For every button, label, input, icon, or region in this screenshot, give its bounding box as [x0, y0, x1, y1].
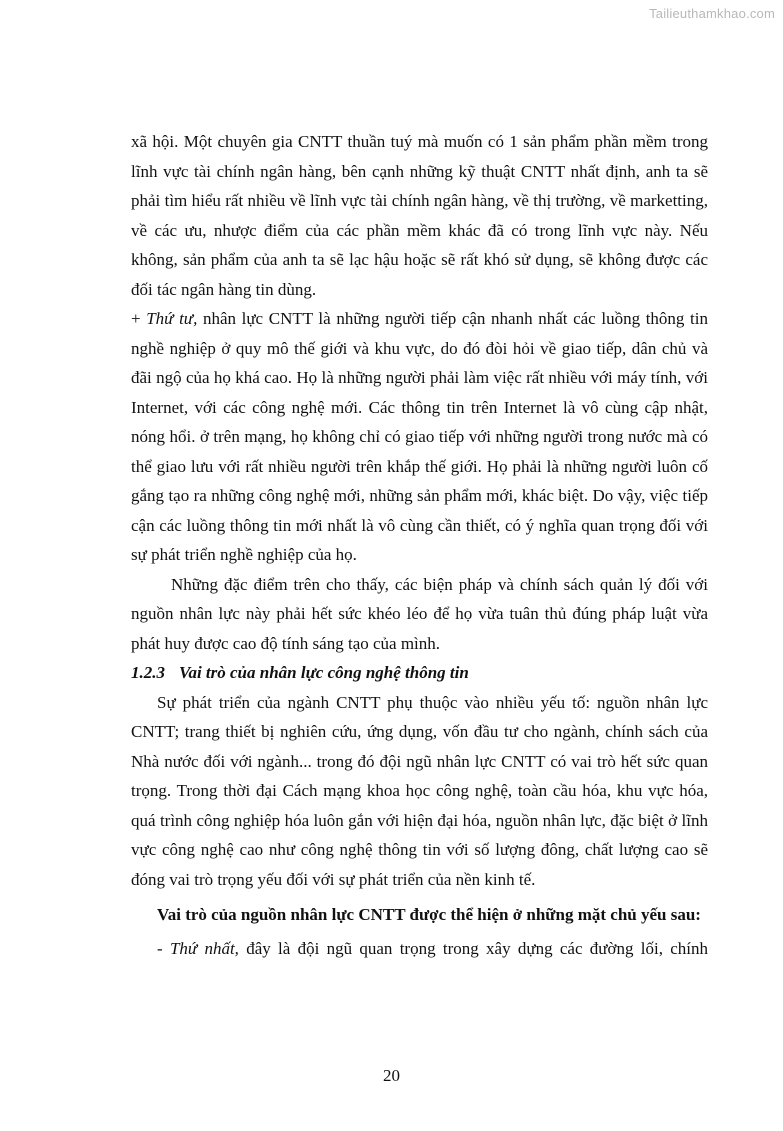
paragraph-su-phat-trien: Sự phát triển của ngành CNTT phụ thuộc vào nhiều yếu tố: nguồn nhân lực CNTT; trang thiết bị nghiên cứu, ứng dụng, vốn đầu tư cho ngành, chính sách của Nhà nước đối với ngành... trong đó đội ngũ nhân lực CNTT có vai trò hết sức quan trọng. Trong thời đại Cách mạng khoa học công nghệ, toàn cầu hóa, khu vực hóa, quá trình công nghiệp hóa luôn gắn với hiện đại hóa, nguồn nhân lực, đặc biệt ở lĩnh vực công nghệ cao như công nghệ thông tin với số lượng đông, chất lượng cao sẽ đóng vai trò trọng yếu đối với sự phát triển của nền kinh tế. — [131, 692, 708, 889]
page-number: 20 — [383, 1066, 400, 1085]
paragraph-vai-tro-bold: Vai trò của nguồn nhân lực CNTT được thể hiện ở những mặt chủ yếu sau: — [157, 905, 701, 924]
paragraph-thu-tu-text: nhân lực CNTT là những người tiếp cận nhanh nhất các luồng thông tin nghề nghiệp ở quy mô thế giới và khu vực, do đó đòi hỏi về giao tiếp, dân chủ và đãi ngộ của họ khá cao. Họ là những người phải làm việc rất nhiều với máy tính, với Internet, với các công nghệ mới. Các thông tin trên Internet là vô cùng cập nhật, nóng hổi. ở trên mạng, họ không chỉ có giao tiếp với những người trong nước mà có thể giao lưu với rất nhiều người trên khắp thế giới. Họ phải là những người luôn cố gắng tạo ra những công nghệ mới, những sản phẩm mới, khác biệt. Do vậy, việc tiếp cận các luồng thông tin mới nhất là vô cùng cần thiết, có ý nghĩa quan trọng đối với sự phát triển nghề nghiệp của họ. — [131, 309, 708, 564]
paragraph-thu-tu — [131, 304, 708, 570]
paragraph-thu-nhat-text: đây là đội ngũ quan trọng trong xây dựng các đường lối, chính — [238, 938, 708, 958]
watermark: Tailieuthamkhao.com — [649, 6, 775, 21]
lead-thu-tu: Thứ tư, — [146, 309, 198, 328]
section-number: 1.2.3 — [131, 663, 165, 682]
paragraph-thu-nhat — [131, 934, 708, 964]
paragraph-continuation: xã hội. Một chuyên gia CNTT thuần tuý mà muốn có 1 sản phẩm phần mềm trong lĩnh vực tài chính ngân hàng, bên cạnh những kỹ thuật CNTT nhất định, anh ta sẽ phải tìm hiểu rất nhiều về lĩnh vực tài chính ngân hàng, về thị trường, về marketting, về các ưu, nhược điểm của các phần mềm khác đã có trong lĩnh vực này. Nếu không, sản phẩm của anh ta sẽ lạc hậu hoặc sẽ rất khó sử dụng, sẽ không được các đối tác ngân hàng tin dùng. — [131, 132, 708, 299]
section-title: Vai trò của nhân lực công nghệ thông tin — [179, 663, 469, 682]
lead-thu-nhat: Thứ nhất, — [169, 938, 239, 958]
bullet-prefix: + — [131, 309, 147, 328]
paragraph-dac-diem: Những đặc điểm trên cho thấy, các biện pháp và chính sách quản lý đối với nguồn nhân lực này phải hết sức khéo léo để họ vừa tuân thủ đúng pháp luật vừa phát huy được cao độ tính sáng tạo của mình. — [131, 574, 708, 653]
dash-prefix: - — [157, 938, 170, 958]
document-body — [131, 127, 708, 963]
section-heading — [131, 658, 708, 688]
